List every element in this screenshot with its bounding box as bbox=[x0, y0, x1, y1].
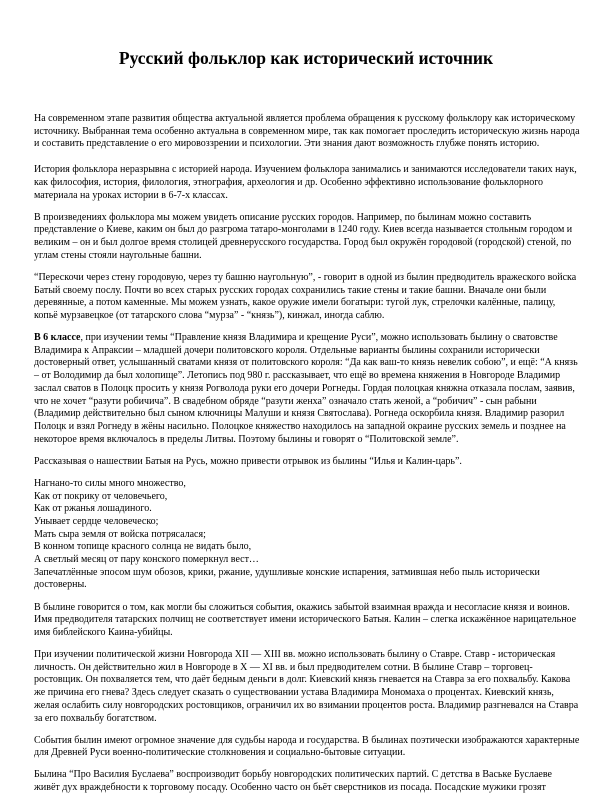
paragraph-walls-weapons: “Перескочи через стену городовую, через ту башню наугольную”, - говорит в одной из былин предводитель вражеского войска Батый своему послу. Почти во всех старых русских городах сохранились такие стены и такие башни. Вначале они были деревянные, а потом каменные. Мы можем узнать, какое оружие имели богатыри: тугой лук, стрелочки калённые, палицу, копьё мурзавецкое (от татарского слова “мурза” - “князь”), кинжал, иногда саблю. bbox=[34, 271, 577, 321]
poem-line: Как от ржанья лошадиного. bbox=[34, 503, 152, 515]
poem-line: А светлый месяц от пару конского померкнул вест… bbox=[34, 554, 259, 566]
paragraph-bylina-significance: События былин имеют огромное значение для судьбы народа и государства. В былинах поэтически изображаются характерные для Древней Руси военно-политические столкновения и социально-бытовые ситуации. bbox=[34, 734, 580, 759]
bylina-excerpt bbox=[34, 478, 580, 592]
page-title: Русский фольклор как исторический источник bbox=[118, 48, 494, 68]
paragraph-intro: На современном этапе развития общества актуальной является проблема обращения к русскому фольклору как историческому источнику. Выбранная тема особенно актуальна в современном мире, так как помогает проследить историческую жизнь народа и составить представление о его мировоззрении и психологии. Эти знания дают возможность глубже понять историю. bbox=[34, 113, 580, 150]
poem-line: Унывает сердце человеческо; bbox=[34, 515, 159, 527]
poem-line: Нагнано-то силы много множество, bbox=[34, 477, 186, 489]
poem-line: Мать сыра земля от войска потрясалася; bbox=[34, 528, 206, 540]
poem-line: Как от покрику от человечьего, bbox=[34, 490, 168, 502]
grade-6-text: , при изучении темы “Правление князя Владимира и крещение Руси”, можно использовать былину о сватовстве Владимира к Апраксии – младшей дочери политовского короля. Отдельные варианты былины сохранили исторически достоверный ответ, услышанный сватами князя от политовского короля: “Да как ваш-то князь невелик собою”, и ещё: “А князь – от Володимир да был холопище”. Летопись под 980 г. рассказывает, что ещё во времена княжения в Новгороде Владимир заслал сватов в Полоцк просить у князя Рогволода руки его дочери Рогнеды. Гордая полоцкая княжна отказала послам, заявив, что не хочет “разути робичича”. В свадебном обряде “разути женха” означало стать женой, а “робичич” - сын рабыни (Владимир действительно был сыном ключницы Малуши и князя Святослава). Рогнеда оскорбила князя. Владимир разорил Полоцк и взял Рогнеду в жёны насильно. Полоцкое княжество находилось на западной окраине русских земель и позднее на некоторое время включалось в пределы Литвы. Поэтому былины и говорят о “Политовской земле”. bbox=[34, 332, 578, 445]
paragraph-stavr: При изучении политической жизни Новгорода XII — XIII вв. можно использовать былину о Ставре. Ставр - историческая личность. Он действительно жил в Новгороде в X — XI вв. и был предводителем сотни. В былине Ставр – торговец-ростовщик. Он похваляется тем, что даёт бедным деньги в долг. Киевский князь гневается на Ставра за его похвальбу. Какова же причина его гнева? Здесь следует сказать о существовании устава Владимира Мономаха о процентах. Киевский князь, желая ослабить силу новгородских ростовщиков, ограничил их во взимании процентов роста. Владимир разгневался на Ставра за его похвальбу богатством. bbox=[34, 649, 579, 724]
paragraph-vasily-buslaev: Былина “Про Василия Буслаева” воспроизводит борьбу новгородских политических партий. С детства в Ваське Буслаеве живёт дух враждебности к торговому посаду. Особенно часто он бьёт сверстников из посада. Посадские мужики грозят bbox=[34, 769, 552, 794]
paragraph-cities: В произведениях фольклора мы можем увидеть описание русских городов. Например, по былинам можно составить представление о Киеве, каким он был до разгрома татаро-монголами в 1240 году. Киев всегда называется стольным городом и великим – он и был долгое время столицей древнерусского государства. Город был окружён городовой (городской) стеной, по углам стены стояли наугольные башни. bbox=[34, 211, 573, 261]
paragraph-folklore-history: История фольклора неразрывна с историей народа. Изучением фольклора занимались и занимаются исследователи таких наук, как философия, история, филология, этнография, археология и др. Особенно эффективно использование фольклорного материала на уроках истории в 6-7-х классах. bbox=[34, 164, 577, 201]
poem-line: В конном топище красного солнца не видать было, bbox=[34, 541, 252, 553]
document-body bbox=[34, 113, 580, 804]
paragraph-batu-invasion: Рассказывая о нашествии Батыя на Русь, можно привести отрывок из былины “Илья и Калин-царь”. bbox=[34, 455, 462, 467]
grade-6-emphasis: В 6 классе bbox=[34, 332, 81, 344]
paragraph-kalin: В былине говорится о том, как могли бы сложиться события, окажись забытой взаимная вражда и несогласие князя и воинов. Имя предводителя татарских полчищ не соответствует имени исторического Батыя. Калин – слегка искажённое нарицательное имя библейского Каина-убийцы. bbox=[34, 601, 577, 638]
poem-commentary: Запечатлённые эпосом шум обозов, крики, ржание, удушливые конские испарения, затмившая небо пыль исторически достоверны. bbox=[34, 566, 540, 591]
paragraph-grade-6 bbox=[34, 332, 580, 446]
